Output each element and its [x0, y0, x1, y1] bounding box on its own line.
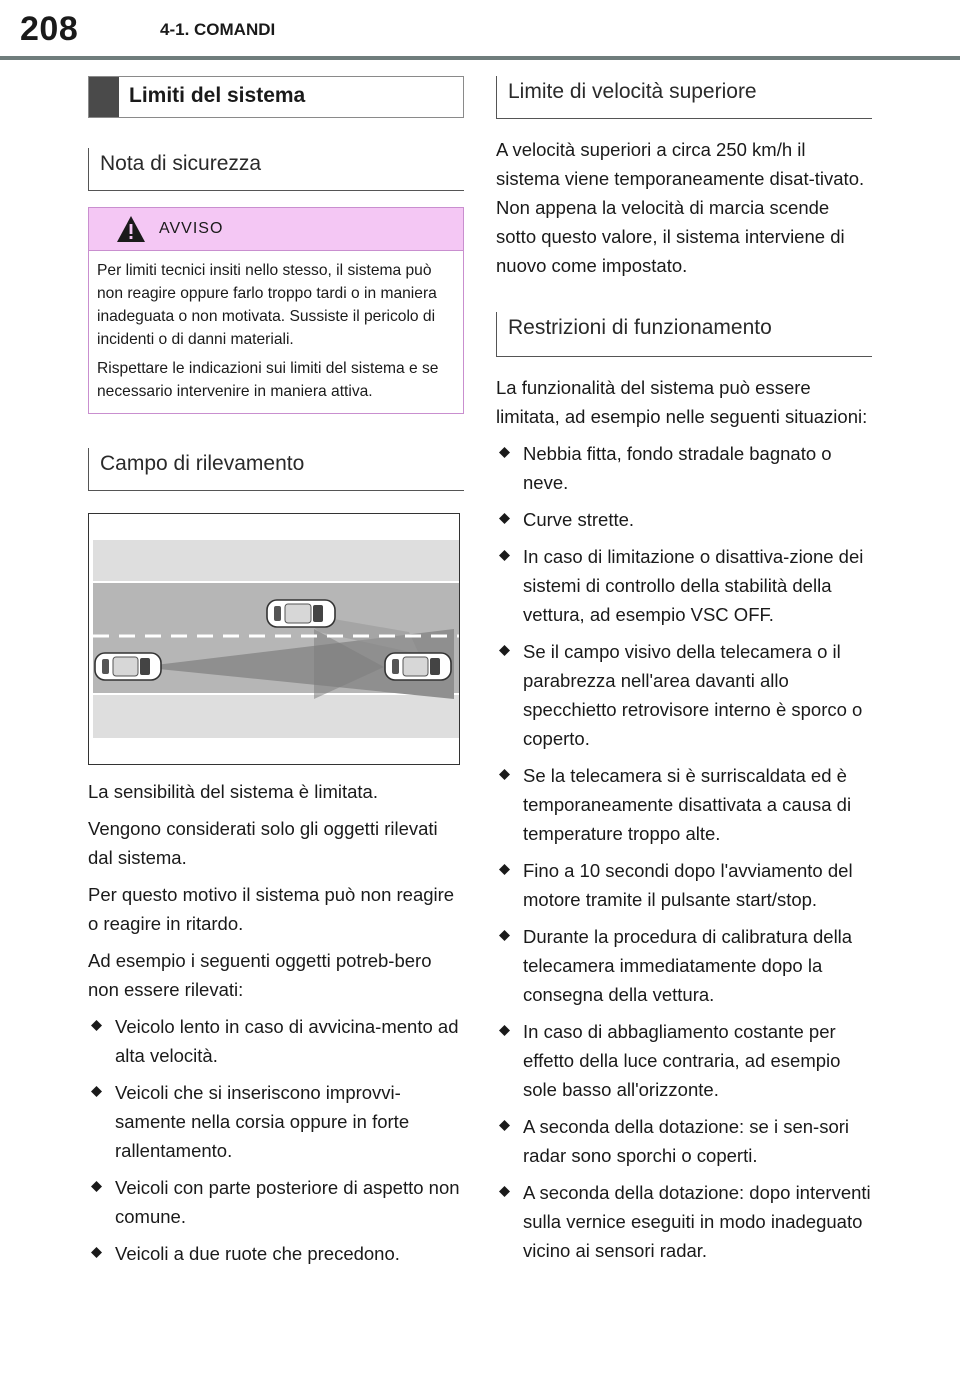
bullet-diamond-icon — [499, 1025, 510, 1036]
list-item-text: Se la telecamera si è surriscaldata ed è temporaneamente disattivata a causa di temperature troppo alte. — [523, 765, 852, 844]
list-item-text: In caso di abbagliamento costante per effetto della luce contraria, ad esempio sole basso all'orizzonte. — [523, 1021, 841, 1100]
list-item-text: Se il campo visivo della telecamera o il parabrezza nell'area davanti allo specchietto retrovisore interno è sporco o coperto. — [523, 641, 863, 749]
list-item — [88, 1012, 464, 1070]
page-header — [0, 0, 960, 62]
list-item — [496, 761, 872, 848]
restrictions-heading-text: Restrizioni di funzionamento — [508, 316, 772, 339]
body-paragraph: Vengono considerati solo gli oggetti rilevati dal sistema. — [88, 818, 438, 868]
list-item — [496, 637, 872, 753]
list-item — [496, 1178, 872, 1265]
bullet-diamond-icon — [499, 930, 510, 941]
speed-limit-heading — [496, 76, 872, 119]
list-item-text: Veicolo lento in caso di avvicina-mento ad alta velocità. — [115, 1016, 459, 1066]
bullet-diamond-icon — [499, 1186, 510, 1197]
list-item-text: Veicoli a due ruote che precedono. — [115, 1243, 400, 1264]
header-rule — [0, 56, 960, 60]
list-item-text: A seconda della dotazione: dopo interventi sulla vernice eseguiti in modo inadeguato vicino ai sensori radar. — [523, 1182, 871, 1261]
car-icon — [95, 653, 161, 680]
right-bullet-list — [496, 439, 872, 1265]
list-item-text: A seconda della dotazione: se i sen-sori radar sono sporchi o coperti. — [523, 1116, 850, 1166]
road-diagram — [89, 514, 459, 764]
list-item — [496, 1017, 872, 1104]
list-item — [496, 856, 872, 914]
bullet-diamond-icon — [91, 1020, 102, 1031]
warning-paragraph: Per limiti tecnici insiti nello stesso, il sistema può non reagire oppure farlo troppo tardi o in maniera inadeguata o non motivata. Sussiste il pericolo di incidenti o di danni materiali. — [97, 262, 437, 348]
list-item-text: Veicoli con parte posteriore di aspetto non comune. — [115, 1177, 460, 1227]
bullet-diamond-icon — [499, 513, 510, 524]
bullet-diamond-icon — [499, 769, 510, 780]
body-paragraph: Per questo motivo il sistema può non reagire o reagire in ritardo. — [88, 884, 455, 934]
bullet-diamond-icon — [499, 645, 510, 656]
bullet-diamond-icon — [91, 1086, 102, 1097]
warning-box — [88, 207, 464, 414]
bullet-diamond-icon — [499, 550, 510, 561]
body-paragraph: La sensibilità del sistema è limitata. — [88, 781, 378, 802]
main-heading — [88, 76, 464, 118]
list-item-text: Durante la procedura di calibratura della telecamera immediatamente dopo la consegna della vettura. — [523, 926, 853, 1005]
detection-heading — [88, 448, 464, 491]
list-item-text: Nebbia fitta, fondo stradale bagnato o neve. — [523, 443, 832, 493]
bullet-diamond-icon — [91, 1181, 102, 1192]
heading-bar — [89, 77, 119, 117]
speed-limit-heading-text: Limite di velocità superiore — [508, 80, 757, 103]
bullet-diamond-icon — [499, 1120, 510, 1131]
safety-heading-text: Nota di sicurezza — [100, 152, 262, 175]
list-item-text: Curve strette. — [523, 509, 635, 530]
list-item — [496, 542, 872, 629]
restrictions-heading — [496, 312, 872, 357]
main-heading-text: Limiti del sistema — [129, 84, 306, 107]
left-bullet-list — [88, 1012, 464, 1268]
car-icon — [267, 600, 335, 627]
list-item — [496, 1112, 872, 1170]
section-title: 4-1. COMANDI — [160, 20, 276, 39]
list-item — [88, 1173, 464, 1231]
list-item-text: Fino a 10 secondi dopo l'avviamento del motore tramite il pulsante start/stop. — [523, 860, 853, 910]
warning-body — [89, 251, 463, 413]
warning-header — [89, 208, 463, 251]
list-item-text: Veicoli che si inseriscono improvvi-samente nella corsia oppure in forte rallentamento. — [115, 1082, 410, 1161]
detection-range-illustration — [88, 513, 460, 765]
detection-heading-text: Campo di rilevamento — [100, 452, 305, 475]
bullet-diamond-icon — [499, 864, 510, 875]
right-column — [496, 76, 872, 1273]
body-paragraph: Ad esempio i seguenti oggetti potreb-bero non essere rilevati: — [88, 950, 432, 1000]
safety-heading — [88, 148, 464, 191]
warning-paragraph: Rispettare le indicazioni sui limiti del sistema e se necessario intervenire in maniera attiva. — [97, 360, 439, 400]
warning-triangle-icon — [116, 215, 146, 243]
list-item-text: In caso di limitazione o disattiva-zione dei sistemi di controllo della stabilità della vettura, ad esempio VSC OFF. — [523, 546, 864, 625]
bullet-diamond-icon — [499, 447, 510, 458]
speed-limit-paragraph: A velocità superiori a circa 250 km/h il sistema viene temporaneamente disat-tivato. Non appena la velocità di marcia scende sotto questo valore, il sistema interviene di nuovo come impostato. — [496, 139, 865, 276]
list-item — [496, 505, 872, 534]
restrictions-intro: La funzionalità del sistema può essere limitata, ad esempio nelle seguenti situazioni: — [496, 377, 868, 427]
list-item — [496, 922, 872, 1009]
warning-label: AVVISO — [159, 220, 224, 237]
page-number: 208 — [20, 10, 79, 48]
bullet-diamond-icon — [91, 1247, 102, 1258]
left-column — [88, 76, 464, 1276]
car-icon — [385, 653, 451, 680]
list-item — [496, 439, 872, 497]
list-item — [88, 1078, 464, 1165]
list-item — [88, 1239, 464, 1268]
